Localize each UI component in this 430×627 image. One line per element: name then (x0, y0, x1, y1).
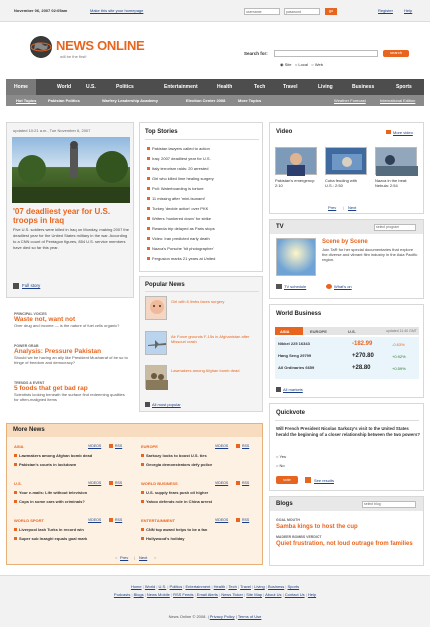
tab-asia[interactable]: ASIA (280, 329, 290, 334)
top-story-text[interactable]: Writers 'hunkered down' for strike (152, 216, 212, 221)
search-input[interactable] (274, 50, 378, 57)
top-story-item[interactable] (147, 184, 261, 194)
section-label[interactable]: ENTERTAINMENT (141, 518, 175, 523)
login-go-button[interactable]: go (325, 8, 337, 15)
footer-link[interactable]: Politics (169, 584, 183, 589)
footer-link[interactable]: News Ticker (221, 592, 243, 597)
section-story-text[interactable]: Pakistan's courts in lockdown (19, 462, 77, 467)
section-videos-link[interactable]: VIDEOS (215, 518, 229, 522)
section-story-text[interactable]: Your e-mails: Life without television (19, 490, 88, 495)
footer-separator: | (155, 584, 159, 589)
section-rss-link[interactable]: RSS (115, 444, 123, 448)
blog-select[interactable]: select blog (362, 501, 416, 508)
section-label[interactable]: ASIA (14, 444, 24, 449)
index-name[interactable]: Nikkei 225 16343 (278, 341, 310, 346)
popular-item-3[interactable]: Lawmakers among Afghan bomb dead (171, 368, 240, 373)
arrow-icon (276, 387, 281, 392)
top-story-text[interactable]: Video: Iran predicted early death (152, 236, 210, 241)
rss-icon[interactable] (109, 518, 113, 522)
nav-sports[interactable]: Sports (396, 84, 412, 90)
bullet-icon (147, 177, 150, 180)
left-story-title[interactable]: Analysis: Pressure Pakistan (14, 348, 102, 355)
video-box: Video More video Pakistan's emergency: 2:10 Cuba feuding with U.S.: 2:50 Nazca in the beat: Nebula: 2:54 Prev | Next (269, 122, 424, 214)
section-story[interactable] (141, 527, 259, 532)
section-story[interactable] (14, 462, 132, 467)
blogs-title: Blogs (276, 501, 293, 507)
video-thumb-3[interactable] (375, 147, 417, 175)
footer-separator: | (225, 584, 229, 589)
top-story-item[interactable] (147, 244, 261, 254)
footer-link[interactable]: Email Alerts (196, 592, 218, 597)
full-story-link[interactable]: Full story (22, 283, 41, 288)
rss-icon[interactable] (236, 518, 240, 522)
bullet-icon (14, 500, 17, 503)
index-pct: -0.63% (392, 342, 405, 347)
blogs: Blogs select blog GOAL MOUTH Samba kings to host the cup MADEER BOMBS VERDICT Quiet frustration, not loud outrage from families (269, 496, 424, 566)
section-story[interactable] (141, 499, 259, 504)
footer-link[interactable]: About Us (265, 592, 282, 597)
tv-program-select[interactable]: select program (374, 224, 416, 231)
more-news-next[interactable]: Next (139, 555, 148, 560)
section-story[interactable] (141, 462, 259, 467)
footer-link[interactable]: RSS Feeds (173, 592, 194, 597)
subnav-more-topics[interactable]: More Topics (238, 98, 262, 103)
radio-local[interactable]: ○ Local (294, 62, 308, 67)
footer-separator: | (264, 584, 269, 589)
vote-yes[interactable]: ○ Yes (276, 454, 286, 459)
section-story[interactable] (141, 536, 259, 541)
footer-link[interactable]: World (144, 584, 156, 589)
arrow-icon (145, 402, 150, 407)
subnav-hot-topics[interactable]: Hot Topics (16, 98, 37, 103)
section-story[interactable] (14, 453, 132, 458)
section-rss-link[interactable]: RSS (115, 481, 123, 485)
top-story-text[interactable]: Girl who killed lime healing surgery (152, 176, 214, 181)
register-link[interactable]: Register (378, 8, 393, 13)
tv-title: TV (276, 224, 284, 230)
tv-show-title[interactable]: Scene by Scene (322, 239, 368, 245)
top-story-item[interactable] (147, 194, 261, 204)
section-label[interactable]: U.S. (14, 481, 22, 486)
play-icon (13, 283, 19, 289)
subnav-weather[interactable]: Weather Forecast (334, 98, 366, 103)
rss-icon[interactable] (236, 444, 240, 448)
bullet-icon (14, 463, 17, 466)
vote-no[interactable]: ○ No (276, 463, 285, 468)
footer-link[interactable]: Site Map (246, 592, 263, 597)
top-story-text[interactable]: Nazca's Porsche 'hit photographer' (152, 246, 214, 251)
all-popular-link[interactable]: All most popular (152, 402, 181, 407)
top-story-text[interactable]: Italy terrorism raids: 20 arrested (152, 166, 209, 171)
popular-thumb-afghan[interactable] (145, 365, 167, 389)
nav-home[interactable]: Home (6, 79, 36, 95)
top-story-text[interactable]: Fergusion marks 21 years at United (152, 256, 216, 261)
more-video-link[interactable]: More video (393, 130, 413, 135)
footer (0, 575, 430, 627)
bullet-icon (14, 537, 17, 540)
bullet-icon (141, 491, 144, 494)
footer-separator: | (281, 592, 285, 597)
world-business (269, 304, 424, 398)
tv-thumb[interactable] (276, 238, 316, 276)
popular-news-title: Popular News (145, 282, 185, 288)
footer-link[interactable]: Sports (287, 584, 300, 589)
see-results-link[interactable]: See results (314, 478, 335, 483)
video-thumb-2[interactable] (325, 147, 367, 175)
footer-separator: | (284, 584, 288, 589)
top-story-item[interactable] (147, 204, 261, 214)
footer-link[interactable]: Blogs (133, 592, 144, 597)
nav-tech[interactable]: Tech (254, 84, 266, 90)
left-story-title[interactable]: Waste not, want not (14, 316, 76, 323)
quickvote-title: Quickvote (276, 410, 306, 416)
section-story-text[interactable]: Liverpool lash Turks in record win (19, 527, 84, 532)
footer-link[interactable]: Travel (240, 584, 252, 589)
section-story-text[interactable]: Super sub Inzaghi equals goal mark (19, 536, 88, 541)
section-story-text[interactable]: Georgia demonstrators defy police (146, 462, 213, 467)
footer-separator: | (210, 584, 214, 589)
popular-thumb-baby[interactable] (145, 296, 167, 320)
nav-us[interactable]: U.S. (86, 84, 96, 90)
radio-site[interactable]: ◉ Site (280, 62, 292, 67)
world-business-title: World Business (276, 311, 322, 317)
footer-separator: | (166, 584, 170, 589)
section-story-text[interactable]: Cops in some cars with criminals? (19, 499, 85, 504)
left-story-2: POWER GRAB Analysis: Pressure Pakistan Should we be having an ally like President Musharraf of be so to fringe of freedom and democracy? (14, 344, 130, 365)
footer-link[interactable]: Business (268, 584, 285, 589)
subnav-leadership[interactable]: Warfrey Leadership Academy (102, 98, 158, 103)
index-name[interactable]: All Ordinaries 6659 (278, 365, 315, 370)
results-icon (305, 477, 311, 483)
video-caption-1[interactable]: Pakistan's emergency: 2:10 (275, 178, 316, 188)
top-story-item[interactable] (147, 214, 261, 224)
logo-tagline: will be the first! (60, 54, 87, 59)
section-videos-link[interactable]: VIDEOS (215, 444, 229, 448)
left-story-1: PRINCIPAL VOICES Waste not, want not Over drug and income — is the nature of fuel cells organic? (14, 312, 130, 328)
whats-on-icon (326, 284, 332, 289)
tab-europe[interactable]: EUROPE (310, 329, 327, 334)
bullet-icon (147, 227, 150, 230)
section-videos-link[interactable]: VIDEOS (88, 481, 102, 485)
tab-us[interactable]: U.S. (348, 329, 356, 334)
search-scope-radios (280, 62, 323, 67)
whats-on-link[interactable]: What's on (334, 284, 352, 289)
more-news-prev[interactable]: Prev (120, 555, 129, 560)
bullet-icon (14, 454, 17, 457)
footer-separator: | (304, 592, 308, 597)
section-label[interactable]: WORLD SPORT (14, 518, 44, 523)
bullet-icon (141, 463, 144, 466)
more-news-title: More News (13, 427, 45, 433)
bullet-icon (147, 247, 150, 250)
popular-item-2[interactable]: Air Force grounds F-15s in Afghanistan after Missouri crash (171, 334, 250, 344)
nav-living[interactable]: Living (318, 84, 333, 90)
terms-link[interactable]: Terms of Use (237, 614, 262, 619)
section-story[interactable] (14, 527, 132, 532)
quickvote-question: Will French President Nicolas Sarkozy's visit to the United States herald the beginning of a closer relationship between the two powers? (276, 426, 420, 437)
video-icon (386, 130, 391, 134)
video-next[interactable]: Next (348, 205, 357, 210)
section-videos-link[interactable]: VIDEOS (215, 481, 229, 485)
date-label: November 06, 2007 02:05am (14, 8, 68, 13)
bullet-icon (147, 157, 150, 160)
index-pct: +0.59% (392, 366, 406, 371)
bullet-icon (14, 491, 17, 494)
nav-entertainment[interactable]: Entertainment (164, 84, 198, 90)
tv-schedule-link[interactable]: TV schedule (284, 284, 307, 289)
tv-desc: Join TaR for her special documentaries that explore the diverse and vibrant film industry in the Asia Pacific region. (322, 247, 418, 262)
bullet-icon (14, 528, 17, 531)
footer-separator: | (242, 592, 247, 597)
index-name[interactable]: Hang Seng 29799 (278, 353, 312, 358)
section-story-text[interactable]: Lawmakers among Afghan bomb dead (19, 453, 93, 458)
section-story-text[interactable]: CNN top award helps to be a fan (146, 527, 208, 532)
section-story[interactable] (141, 490, 259, 495)
top-story-item[interactable] (147, 254, 261, 264)
top-story-text[interactable]: Rwanda trip delayed as Paris stops (152, 226, 215, 231)
nav-health[interactable]: Health (217, 84, 233, 90)
search-label: Search for: (244, 51, 268, 56)
section-story-text[interactable]: U.S. supply fears push oil higher (146, 490, 209, 495)
bullet-icon (141, 528, 144, 531)
radio-web[interactable]: ○ Web (311, 62, 323, 67)
lead-updated: updated 10:21 a.m., Tue November 6, 2007 (13, 128, 91, 133)
all-markets-link[interactable]: All markets (283, 387, 303, 392)
section-story-text[interactable]: Hollywood's holiday (146, 536, 185, 541)
nav-world[interactable]: World (57, 84, 72, 90)
section-story[interactable] (141, 453, 259, 458)
footer-link[interactable]: News Mobile (146, 592, 170, 597)
section-rss-link[interactable]: RSS (242, 444, 250, 448)
bullet-icon (147, 147, 150, 150)
blog-title-2[interactable]: Quiet frustration, not loud outrage from families (276, 541, 413, 547)
nav-politics[interactable]: Politics (116, 84, 134, 90)
top-story-item[interactable] (147, 174, 261, 184)
popular-item-1[interactable]: Girl with 8 limbs faces surgery (171, 299, 225, 304)
top-story-item[interactable] (147, 234, 261, 244)
footer-separator: | (251, 584, 255, 589)
nav-business[interactable]: Business (352, 84, 375, 90)
top-story-text[interactable]: 11 missing after 'mini-tsunami' (152, 196, 206, 201)
section-rss-link[interactable]: RSS (242, 481, 250, 485)
footer-link[interactable]: Home (130, 584, 142, 589)
left-story-3: TRENDS & EVENT 5 foods that get bad rap Scientists looking beneath the surface find redeeming qualities for often-maligned items (14, 381, 130, 402)
footer-separator: | (141, 584, 145, 589)
bullet-icon (147, 207, 150, 210)
subnav-international[interactable]: International Edition (380, 98, 416, 103)
globe-icon (30, 36, 52, 58)
section-story-text[interactable]: Yahoo defends role in China arrest (146, 499, 213, 504)
footer-separator: | (143, 592, 147, 597)
sub-nav (6, 95, 424, 106)
footer-separator: | (217, 592, 222, 597)
password-input[interactable]: password (284, 8, 320, 15)
bullet-icon (147, 237, 150, 240)
section-rss-link[interactable]: RSS (115, 518, 123, 522)
bullet-icon (147, 217, 150, 220)
bullet-icon (147, 257, 150, 260)
subnav-pakistan[interactable]: Pakistan Politics (48, 98, 80, 103)
rss-icon[interactable] (236, 481, 240, 485)
video-title: Video (276, 129, 293, 135)
top-story-text[interactable]: Iraq: 2007 deadliest year for U.S. (152, 156, 211, 161)
top-story-text[interactable]: Poll: Waterboarding is torture (152, 186, 204, 191)
section-rss-link[interactable]: RSS (242, 518, 250, 522)
footer-link[interactable]: Health (213, 584, 226, 589)
section-videos-link[interactable]: VIDEOS (88, 518, 102, 522)
index-change: +28.80 (352, 365, 371, 371)
video-thumb-1[interactable] (275, 147, 317, 175)
popular-news (139, 276, 263, 412)
footer-link[interactable]: Living (254, 584, 265, 589)
footer-separator: | (236, 584, 241, 589)
footer-separator: | (169, 592, 174, 597)
index-pct: +0.92% (392, 354, 406, 359)
rss-icon[interactable] (109, 481, 113, 485)
left-story-title[interactable]: 5 foods that get bad rap (14, 385, 88, 392)
footer-link[interactable]: Podcasts (113, 592, 131, 597)
video-prev[interactable]: Prev (328, 205, 337, 210)
homepage-link[interactable]: Make this site your homepage (90, 8, 144, 13)
popular-thumb-plane[interactable] (145, 331, 167, 355)
footer-copyright: News Online © 2008. | Privacy Policy | Terms of Use (168, 614, 262, 619)
section-story[interactable] (14, 490, 132, 495)
index-change: +270.80 (352, 353, 374, 359)
vote-button[interactable]: vote (276, 476, 298, 484)
footer-link[interactable]: Contact Us (284, 592, 305, 597)
video-caption-2[interactable]: Cuba feuding with U.S.: 2:50 (325, 178, 358, 188)
tv-box (269, 219, 424, 299)
section-story[interactable] (14, 499, 132, 504)
footer-link[interactable]: U.S. (158, 584, 167, 589)
help-link[interactable]: Help (404, 8, 413, 13)
bullet-icon (147, 197, 150, 200)
top-story-item[interactable] (147, 164, 261, 174)
footer-link[interactable]: Tech (228, 584, 237, 589)
top-bar (0, 0, 430, 22)
section-videos-link[interactable]: VIDEOS (88, 444, 102, 448)
more-news: More News < Prev | Next > ASIA VIDEOS RSS Lawmakers among Afghan bomb dead Pakistan's courts in lockdown EUROPE VIDEOS RSS Sarkozy looks to boost U.S. ties Georgia demonstrators defy police U.S. VIDEOS RSS Your e-mails: Life without television Cops in some cars with criminals? WORLD BUSINESS VIDEOS RSS U.S. supply fears push oil higher Yahoo defends role in China arrest WORLD SPORT VIDEOS RSS Liverpool lash Turks in record win Super sub Inzaghi equals goal mark ENTERTAINMENT VIDEOS RSS CNN top award helps to be a fan Hollywood's holiday (6, 423, 263, 565)
logo-name[interactable]: NEWS ONLINE (56, 38, 145, 53)
top-stories-title: Top Stories (145, 129, 178, 135)
nav-travel[interactable]: Travel (283, 84, 298, 90)
footer-separator: | (193, 592, 197, 597)
section-label[interactable]: WORLD BUSINESS (141, 481, 178, 486)
top-stories (139, 122, 263, 272)
footer-link[interactable]: Entertainment (185, 584, 211, 589)
section-story-text[interactable]: Sarkozy looks to boost U.S. ties (146, 453, 207, 458)
bullet-icon (147, 187, 150, 190)
lead-body: Five U.S. soldiers were killed in Iraq on Monday, making 2007 the deadliest year for the United States military in the war. According to a CNN count of Pentagon figures, 854 U.S. service members have died so far this year. (13, 227, 129, 250)
top-story-item[interactable] (147, 224, 261, 234)
lead-headline[interactable]: '07 deadliest year for U.S. troops in Iraq (13, 207, 111, 225)
top-story-text[interactable]: Turkey 'decide action' over PKK (152, 206, 209, 211)
index-change: -182.99 (352, 341, 373, 347)
top-story-text[interactable]: Pakistan lawyers called to action (152, 146, 210, 151)
lead-story (6, 122, 134, 298)
footer-separator: | (130, 592, 134, 597)
search-button[interactable]: search (383, 50, 409, 57)
section-label[interactable]: EUROPE (141, 444, 158, 449)
video-caption-3[interactable]: Nazca in the beat: Nebula: 2:54 (375, 178, 408, 188)
bullet-icon (141, 537, 144, 540)
footer-link[interactable]: Help (307, 592, 317, 597)
bullet-icon (141, 500, 144, 503)
tv-icon (276, 284, 282, 289)
blog-title-1[interactable]: Samba kings to host the cup (276, 524, 358, 530)
footer-separator: | (262, 592, 266, 597)
subnav-election[interactable]: Election Center 2008 (186, 98, 226, 103)
top-story-item[interactable] (147, 154, 261, 164)
footer-separator: | (182, 584, 186, 589)
bullet-icon (141, 454, 144, 457)
username-input[interactable]: username (244, 8, 280, 15)
business-updated: updated 11:40 GMT (386, 329, 417, 333)
rss-icon[interactable] (109, 444, 113, 448)
top-story-item[interactable] (147, 144, 261, 154)
quickvote (269, 403, 424, 491)
main-nav (6, 79, 424, 95)
lead-photo[interactable] (12, 137, 130, 203)
privacy-link[interactable]: Privacy Policy (209, 614, 235, 619)
bullet-icon (147, 167, 150, 170)
section-story[interactable] (14, 536, 132, 541)
